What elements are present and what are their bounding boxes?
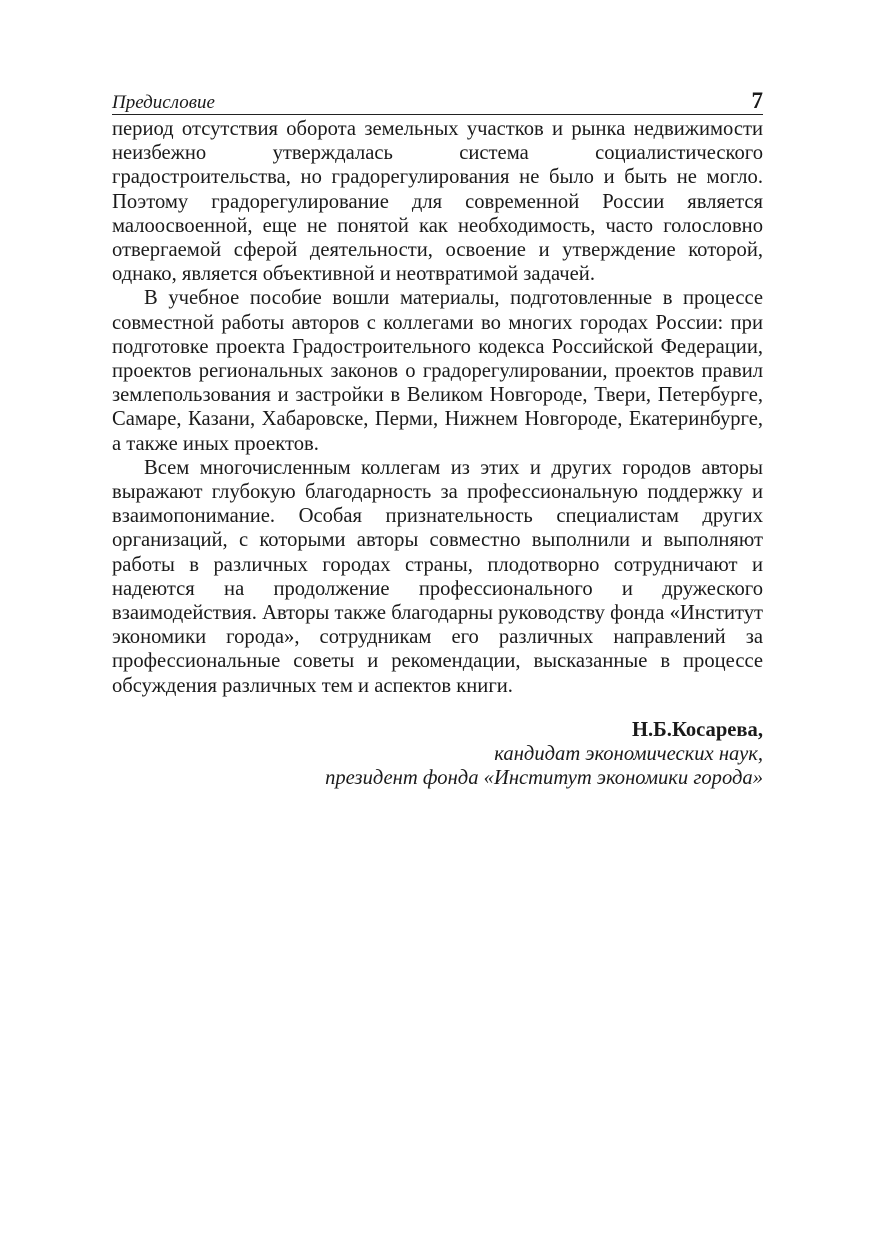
signature-name: Н.Б.Косарева,: [632, 718, 763, 741]
body-text: [112, 117, 763, 698]
paragraph-continuation: период отсутствия оборота земельных участков и рынка недвижимости неизбежно утверждалась система социалистического градостроительства, но градорегулирования не было и быть не могло. Поэтому градорегулирование для современной России является малоосвоенной, еще не понятой как необходимость, часто голословно отвергаемой сферой деятельности, освоение и утверждение которой, однако, является объективной и неотвратимой задачей.: [112, 118, 763, 286]
signature-block: [112, 718, 763, 791]
signature-degree: кандидат экономических наук,: [494, 743, 763, 766]
page-number: 7: [751, 88, 763, 113]
book-page: [112, 84, 763, 790]
signature-position: президент фонда «Институт экономики города»: [325, 767, 763, 790]
section-title: Предисловие: [112, 92, 215, 113]
paragraph-acknowledgements: Всем многочисленным коллегам из этих и других городов авторы выражают глубокую благодарность за профессиональную поддержку и взаимопонимание. Особая признательность специалистам других организаций, с которыми авторы совместно выполнили и выполняют работы в различных городах страны, плодотворно сотрудничают и надеются на продолжение профессионального и дружеского взаимодействия. Авторы также благодарны руководству фонда «Институт экономики города», сотрудникам его различных направлений за профессиональные советы и рекомендации, высказанные в процессе обсуждения различных тем и аспектов книги.: [112, 456, 763, 697]
running-header: [112, 84, 763, 115]
paragraph-materials: В учебное пособие вошли материалы, подготовленные в процессе совместной работы авторов с коллегами во многих городах России: при подготовке проекта Градостроительного кодекса Российской Федерации, проектов региональных законов о градорегулировании, проектов правил землепользования и застройки в Великом Новгороде, Твери, Петербурге, Самаре, Казани, Хабаровске, Перми, Нижнем Новгороде, Екатеринбурге, а также иных проектов.: [112, 287, 763, 455]
